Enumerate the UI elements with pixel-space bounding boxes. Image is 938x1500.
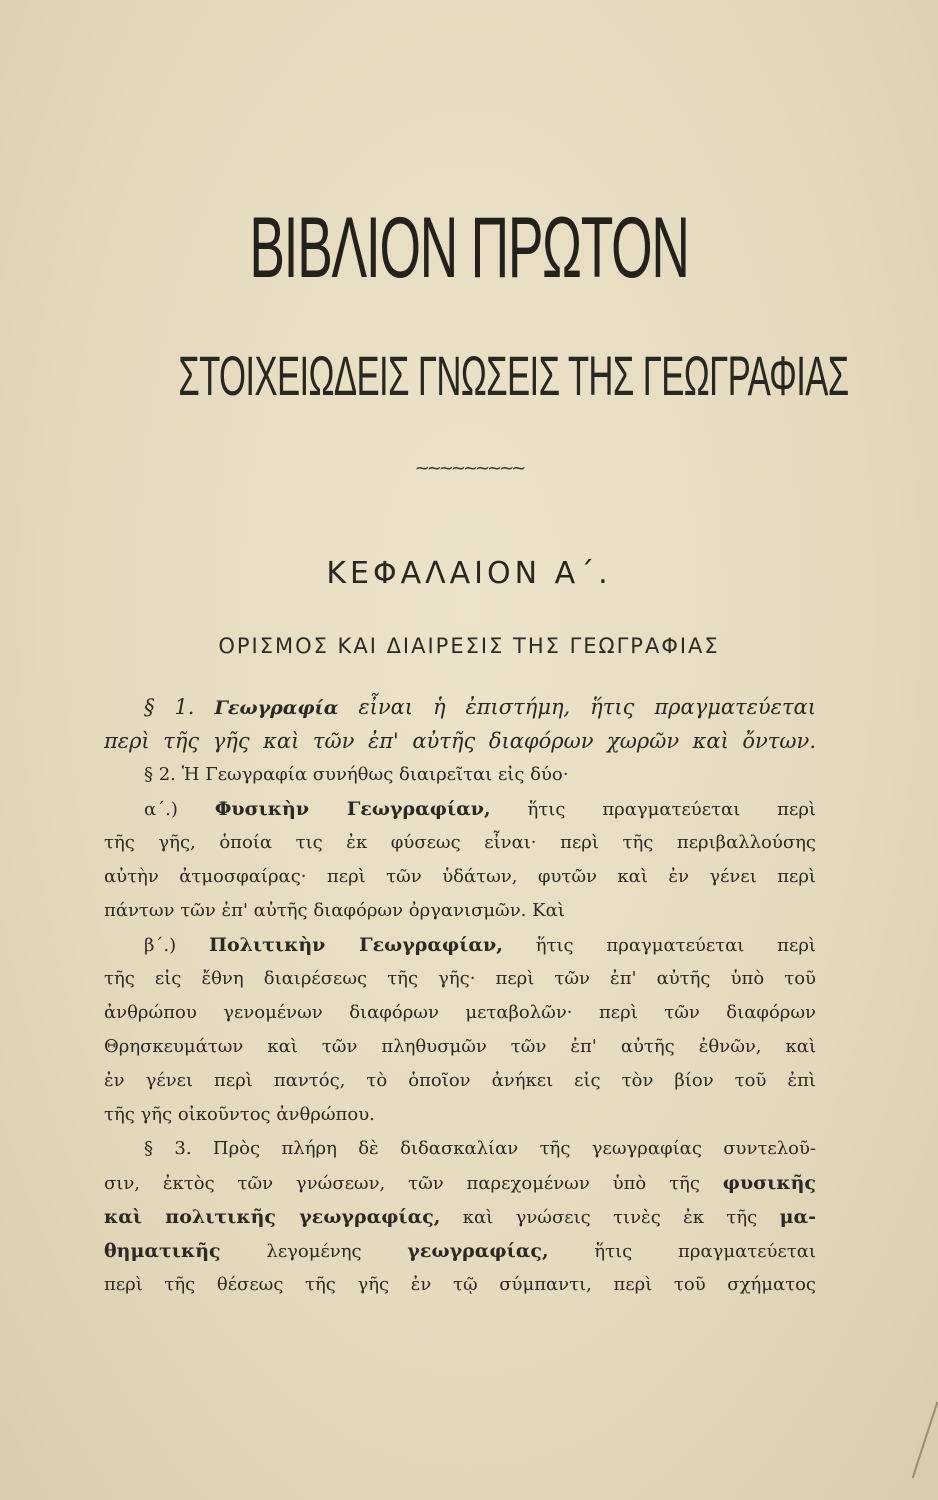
chapter-title: ΚΕΦΑΛΑΙΟΝ Α΄. — [326, 556, 612, 591]
text-span: εἶναι ἡ ἐπιστήμη, ἥτις πραγματεύεται — [358, 695, 816, 719]
section-number: § 1. — [144, 695, 195, 719]
text-line — [104, 1234, 816, 1268]
text-line: τῆς γῆς, ὁποία τις ἐκ φύσεως εἶναι· περὶ τῆς περιβαλλούσης — [104, 832, 816, 853]
body-text — [104, 690, 816, 1302]
list-marker: α΄.) — [144, 799, 178, 820]
text-line: Θρησκευμάτων καὶ τῶν πληθυσμῶν τῶν ἐπ' αὐτῆς ἐθνῶν, καὶ — [104, 1036, 816, 1057]
book-title: ΒΙΒΛΙΟΝ ΠΡΩΤΟΝ — [249, 200, 689, 296]
text-line — [104, 1166, 816, 1200]
text-line: § 3. Πρὸς πλήρη δὲ διδασκαλίαν τῆς γεωγραφίας συντελοῦ- — [144, 1138, 816, 1159]
text-line: περὶ τῆς γῆς καὶ τῶν ἐπ' αὐτῆς διαφόρων χωρῶν καὶ ὄντων. — [104, 729, 816, 753]
term-mathematical-start: μα- — [779, 1206, 816, 1228]
page-mark — [912, 1402, 938, 1479]
term-geography-genitive: γεωγραφίας, — [407, 1240, 549, 1262]
text-line — [104, 792, 816, 826]
list-marker: β΄.) — [144, 935, 177, 956]
text-line — [104, 928, 816, 962]
text-span: ἥτις πραγματεύεται περὶ — [527, 799, 816, 820]
text-line: τῆς γῆς οἰκοῦντος ἀνθρώπου. — [104, 1104, 375, 1125]
book-subtitle: ΣΤΟΙΧΕΙΩΔΕΙΣ ΓΝΩΣΕΙΣ ΤΗΣ ΓΕΩΓΡΑΦΙΑΣ — [178, 344, 849, 407]
text-line: § 2. Ἡ Γεωγραφία συνήθως διαιρεῖται εἰς δύο· — [144, 764, 569, 785]
ornament-divider: ~~~~~~~~~ — [414, 458, 524, 479]
text-line: περὶ τῆς θέσεως τῆς γῆς ἐν τῷ σύμπαντι, περὶ τοῦ σχήματος — [104, 1274, 816, 1295]
text-line: ἐν γένει περὶ παντός, τὸ ὁποῖον ἀνήκει εἰς τὸν βίον τοῦ ἐπὶ — [104, 1070, 816, 1091]
text-line — [104, 690, 816, 724]
term-physical: φυσικῆς — [722, 1172, 816, 1194]
term-political-geography-genitive: καὶ πολιτικῆς γεωγραφίας, — [104, 1206, 441, 1228]
text-line: πάντων τῶν ἐπ' αὐτῆς διαφόρων ὀργανισμῶν. Καὶ — [104, 900, 565, 921]
text-span: καὶ γνώσεις τινὲς ἐκ τῆς — [462, 1207, 758, 1228]
text-span: σιν, ἐκτὸς τῶν γνώσεων, τῶν παρεχομένων ὑπὸ τῆς — [104, 1173, 700, 1194]
text-line: τῆς εἰς ἔθνη διαιρέσεως τῆς γῆς· περὶ τῶν ἐπ' αὐτῆς ὑπὸ τοῦ — [104, 968, 816, 989]
text-line — [104, 1200, 816, 1234]
term-mathematical-end: θηματικῆς — [104, 1240, 221, 1262]
term-political-geography: Πολιτικὴν Γεωγραφίαν, — [209, 934, 503, 956]
text-span: ἥτις πραγματεύεται περὶ — [535, 935, 816, 956]
chapter-subtitle: ΟΡΙΣΜΟΣ ΚΑΙ ΔΙΑΙΡΕΣΙΣ ΤΗΣ ΓΕΩΓΡΑΦΙΑΣ — [218, 634, 720, 658]
term-physical-geography: Φυσικὴν Γεωγραφίαν, — [214, 798, 491, 820]
text-line: αὐτὴν ἀτμοσφαίρας· περὶ τῶν ὑδάτων, φυτῶν καὶ ἐν γένει περὶ — [104, 866, 816, 887]
text-span: λεγομένης — [266, 1241, 362, 1262]
text-line: ἀνθρώπου γενομένων διαφόρων μεταβολῶν· περὶ τῶν διαφόρων — [104, 1002, 816, 1023]
term-geography: Γεωγραφία — [214, 697, 339, 719]
text-span: ἥτις πραγματεύεται — [594, 1241, 816, 1262]
